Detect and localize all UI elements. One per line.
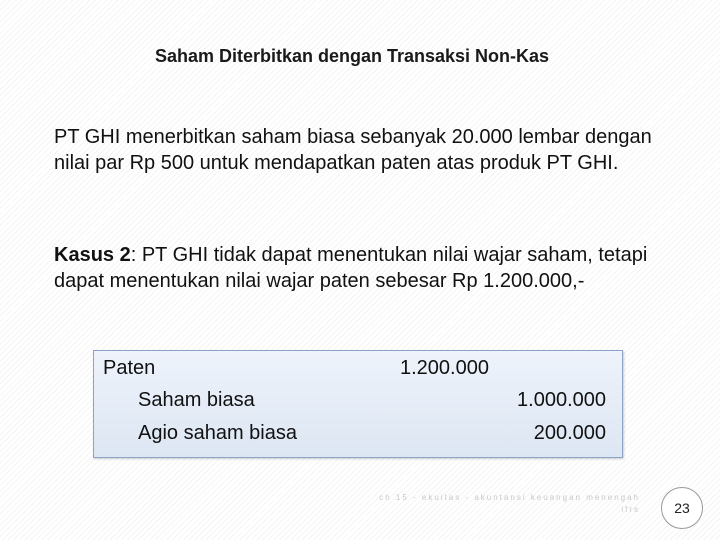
journal-row [94, 389, 622, 419]
journal-row [94, 422, 622, 452]
slide-footer [290, 492, 640, 516]
slide-title: Saham Diterbitkan dengan Transaksi Non-Kas [154, 46, 550, 66]
journal-credit: 200.000 [533, 422, 606, 444]
page-number-badge [661, 487, 703, 529]
case-text: : PT GHI tidak dapat menentukan nilai wajar saham, tetapi dapat menentukan nilai wajar paten sebesar Rp 1.200.000,- [54, 244, 648, 292]
journal-account: Agio saham biasa [138, 422, 297, 444]
case-description [54, 242, 664, 294]
journal-account: Saham biasa [138, 389, 255, 411]
journal-row [94, 357, 622, 387]
case-label: Kasus 2 [54, 244, 131, 266]
page-number: 23 [674, 500, 690, 516]
footer-line-2: ifrs [621, 505, 640, 514]
footer-line-1: ch 15 - ekuitas - akuntansi keuangan menengah [379, 493, 640, 502]
journal-debit: 1.200.000 [400, 357, 489, 379]
journal-credit: 1.000.000 [517, 389, 606, 411]
journal-account: Paten [103, 357, 156, 379]
journal-entry-box [93, 350, 623, 458]
problem-statement: PT GHI menerbitkan saham biasa sebanyak 20.000 lembar dengan nilai par Rp 500 untuk mendapatkan paten atas produk PT GHI. [54, 126, 652, 174]
